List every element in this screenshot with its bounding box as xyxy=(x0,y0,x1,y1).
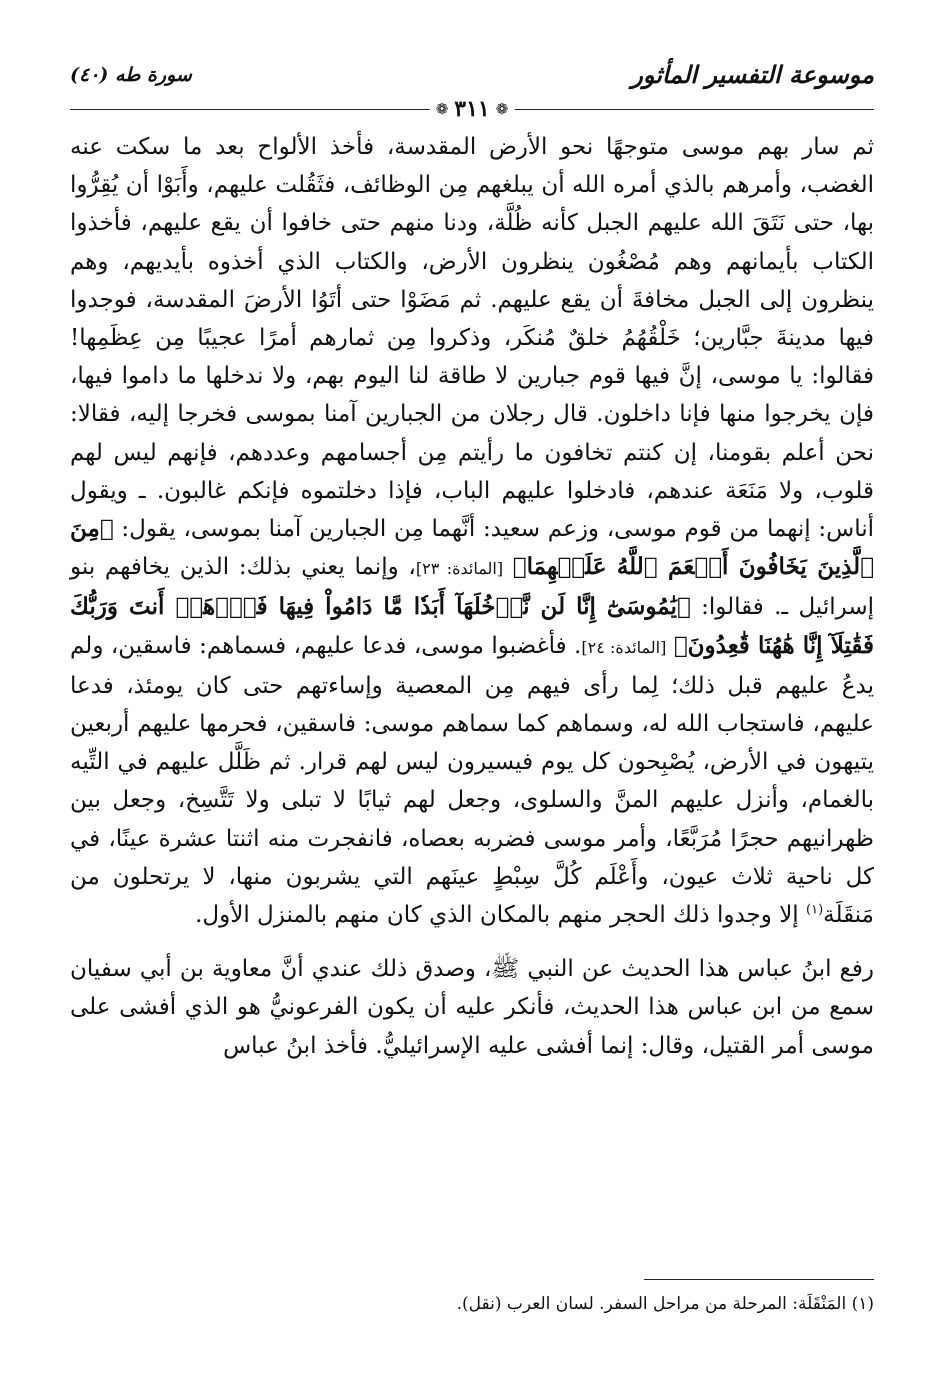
footnote: (١) المَنْقَلَة: المرحلة من مراحل السفر. لسان العرب (نقل). xyxy=(456,1294,874,1314)
quran-verse: ﴿يَٰمُوسَىٰٓ إِنَّا لَن نَّدۡخُلَهَآ أَبَدٗا مَّا دَامُواْ فِيهَا فَٱذۡهَبۡ أَنتَ وَرَبُّكَ فَقَٰتِلَآ إِنَّا هَٰهُنَا قَٰعِدُونَ﴾ xyxy=(70,593,875,659)
footnote-marker[interactable]: (١) xyxy=(806,902,824,918)
page-number-box xyxy=(430,98,515,120)
text-segment: ثم سار بهم موسى متوجهًا نحو الأرض المقدسة، فأخذ الألواح بعد ما سكت عنه الغضب، وأمرهم بالذي أمره الله أن يبلغهم مِن الوظائف، فثَقُلت عليهم، وأَبَوْا أن يُقِرُّوا بها، حتى نَتَقَ الله عليهم الجبل كأنه ظُلَّة، ودنا منهم حتى خافوا أن يقع عليهم، فأخذوا الكتاب بأيمانهم وهم مُصْغُون ينظرون الأرض، والكتاب الذي أخذوه بأيديهم، وهم ينظرون إلى الجبل مخافةَ أن يقع عليهم. ثم مَضَوْا حتى أتَوُا الأرضَ المقدسة، فوجدوا فيها مدينةَ جبَّارين؛ خَلْقُهُمُ خلقٌ مُنكَر، وذكروا مِن ثمارهم أمرًا عجيبًا مِن عِظَمِها! فقالوا: يا موسى، إنَّ فيها قوم جبارين لا طاقة لنا اليوم بهم، ولا ندخلها ما داموا فيها، فإن يخرجوا منها فإنا داخلون. قال رجلان من الجبارين آمنا بموسى فخرجا إليه، فقالا: نحن أعلم بقومنا، إن كنتم تخافون ما رأيتم مِن أجسامهم وعددهم، فإنهم ليس لهم قلوب، ولا مَنَعَة عندهم، فادخلوا عليهم الباب، فإذا دخلتموه فإنكم غالبون. ـ ويقول أناس: إنهما من قوم موسى، وزعم سعيد: أنَّهما مِن الجبارين آمنا بموسى، يقول: xyxy=(70,134,874,543)
quran-verse: ﴿مِنَ ٱلَّذِينَ يَخَافُونَ أَنۡعَمَ ٱللَّهُ عَلَيۡهِمَا﴾ xyxy=(70,515,874,581)
verse-reference: [المائدة: ٢٤] xyxy=(581,637,667,657)
text-segment: إلا وجدوا ذلك الحجر منهم بالمكان الذي كان منهم بالمنزل الأول. xyxy=(195,902,807,929)
header-rule xyxy=(70,98,874,120)
verse-reference: [المائدة: ٢٣] xyxy=(415,559,504,579)
ornament-icon: ❁ xyxy=(435,100,449,118)
ornament-icon: ❁ xyxy=(495,100,509,118)
text-segment: . فأغضبوا موسى، فدعا عليهم، فسماهم: فاسقين، ولم يدعُ عليهم قبل ذلك؛ لِما رأى فيهم مِن المعصية وإساءتهم حتى كان يومئذ، فدعا عليهم، فاستجاب الله له، وسماهم كما سماهم موسى: فاسقين، فحرمها عليهم أربعين يتيهون في الأرض، يُصْبِحون كل يوم فيسيرون ليس لهم قرار. ثم ظَلَّل عليهم في التِّيه بالغمام، وأنزل عليهم المنَّ والسلوى، وجعل لهم ثيابًا لا تبلى ولا تَتَّسِخ، وجعل بين ظهرانيهم حجرًا مُرَبَّعًا، وأمر موسى فضربه بعصاه، فانفجرت منه اثنتا عشرة عينًا، في كل ناحية ثلاث عيون، وأَعْلَم كُلَّ سِبْطٍ عينَهم التي يشربون منها، لا يرتحلون من مَنقَلَة xyxy=(70,632,874,929)
book-title: موسوعة التفسير المأثور xyxy=(631,60,874,89)
text-segment: ، وإنما يعني بذلك: الذين يخافهم بنو إسرائيل ـ. فقالوا: xyxy=(70,554,874,621)
page-number: ٣١١ xyxy=(454,96,490,122)
surah-title: سورة طه (٤٠) xyxy=(70,64,192,86)
page-header xyxy=(70,58,874,122)
main-text xyxy=(70,128,874,1065)
paragraph-2: رفع ابنُ عباس هذا الحديث عن النبي ﷺ، وصدق ذلك عندي أنَّ معاوية بن أبي سفيان سمع من ابن عباس هذا الحديث، فأنكر عليه أن يكون الفرعونيُّ هو الذي أفشى على موسى أمر القتيل، وقال: إنما أفشى عليه الإسرائيليُّ. فأخذ ابنُ عباس xyxy=(70,956,874,1059)
footnote-divider xyxy=(644,1279,874,1280)
paragraph-1 xyxy=(70,128,874,934)
